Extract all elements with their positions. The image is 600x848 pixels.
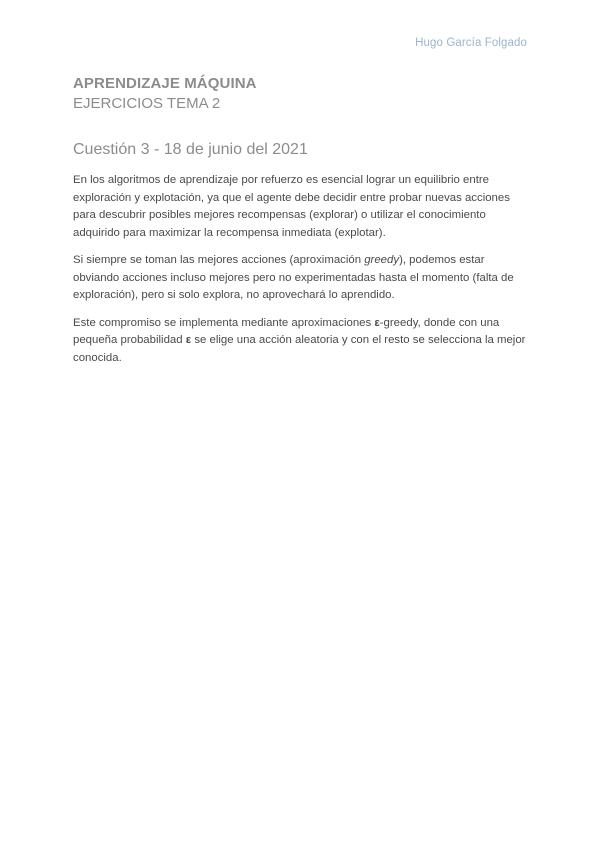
document-title: APRENDIZAJE MÁQUINA	[73, 75, 257, 92]
paragraph-2-text-start: Si siempre se toman las mejores acciones (aproximación	[73, 254, 365, 266]
body-text	[73, 172, 528, 377]
paragraph-3-text-b: -greedy, donde con una pequeña probabilidad	[73, 316, 500, 346]
paragraph-2	[73, 252, 528, 305]
epsilon-symbol: ε	[374, 316, 380, 329]
paragraph-3	[73, 315, 528, 368]
greedy-emphasis: greedy	[364, 254, 400, 266]
paragraph-1: En los algoritmos de aprendizaje por refuerzo es esencial lograr un equilibrio entre exploración y explotación, ya que el agente debe decidir entre probar nuevas acciones para descubrir posibles mejores recompensas (explorar) o utilizar el conocimiento adquirido para maximizar la recompensa inmediata (explotar).	[73, 174, 510, 239]
author-name: Hugo García Folgado	[415, 37, 527, 49]
section-title: Cuestión 3 - 18 de junio del 2021	[73, 141, 308, 158]
paragraph-2-text-end: ), podemos estar obviando acciones incluso mejores pero no experimentadas hasta el momento (falta de exploración), pero si solo explora, no aprovechará lo aprendido.	[73, 254, 514, 301]
epsilon-symbol: ε	[185, 334, 192, 346]
paragraph-3-text-a: Este compromiso se implementa mediante aproximaciones	[73, 316, 375, 329]
paragraph-3-text-c: se elige una acción aleatoria y con el resto se selecciona la mejor conocida.	[73, 334, 526, 364]
document-subtitle: EJERCICIOS TEMA 2	[73, 95, 221, 112]
document-heading	[73, 74, 533, 113]
